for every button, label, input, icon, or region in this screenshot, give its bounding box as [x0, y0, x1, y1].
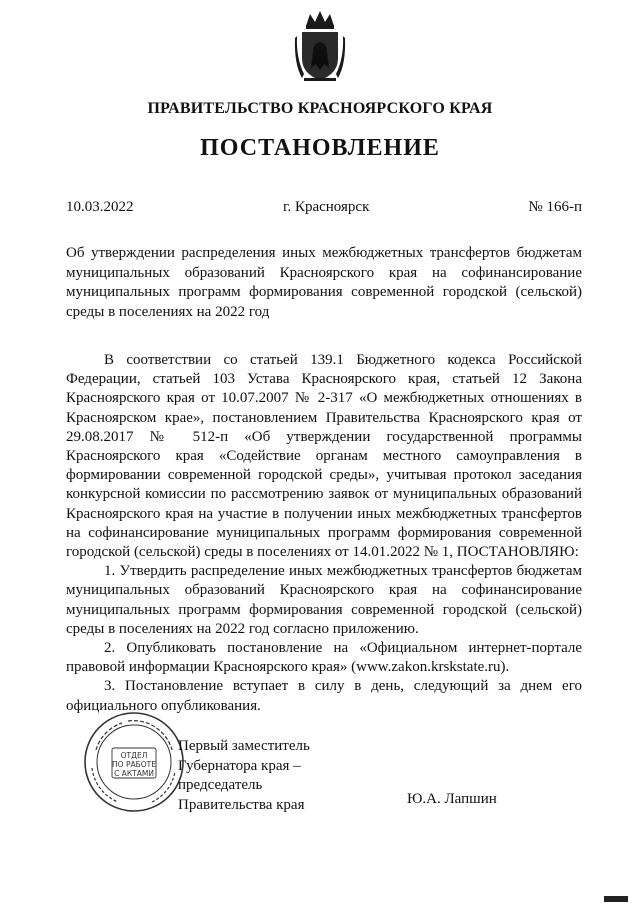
signature-line-1: Первый заместитель: [178, 738, 310, 754]
item-1-paragraph: 1. Утвердить распределение иных межбюджетных трансфертов бюджетам муниципальных образований Красноярского края на софинансирование муниципальных программ формирования современной городской (сельской) среды в поселениях на 2022 год согласно приложению.: [66, 563, 582, 637]
signature-line-4: Правительства края: [178, 796, 305, 813]
official-stamp: [82, 710, 186, 814]
signature-line-3: председатель: [178, 777, 263, 793]
scan-corner-mark: [604, 896, 628, 902]
coat-of-arms-icon: [294, 8, 346, 84]
document-type-title: ПОСТАНОВЛЕНИЕ: [200, 135, 440, 161]
signature-block: [178, 737, 310, 815]
stamp-line-2: ПО РАБОТЕ: [112, 760, 156, 769]
document-subject: Об утверждении распределения иных межбюджетных трансфертов бюджетам муниципальных образований Красноярского края на софинансирование муниципальных программ формирования современной городской (сельской) среды в поселениях на 2022 год: [66, 245, 582, 320]
stamp-line-1: ОТДЕЛ: [120, 751, 148, 760]
signature-line-2: Губернатора края –: [178, 757, 301, 774]
document-city: г. Красноярск: [283, 199, 370, 215]
document-date: 10.03.2022: [66, 199, 134, 215]
stamp-line-3: С АКТАМИ: [114, 769, 154, 778]
item-2-paragraph: 2. Опубликовать постановление на «Официальном интернет-портале правовой информации Красноярского края» (www.zakon.krskstate.ru).: [66, 640, 582, 676]
document-body: [66, 351, 582, 716]
preamble-paragraph: В соответствии со статьей 139.1 Бюджетного кодекса Российской Федерации, статьей 103 Устава Красноярского края, статьей 12 Закона Красноярского края от 10.07.2007 № 2-317 «О межбюджетных отношениях в Красноярском крае», постановлением Правительства Красноярского края от 29.08.2017 № 512-п «Об утверждении государственной программы Красноярского края «Содействие органам местного самоуправления в формировании современной городской среды», учитывая протокол заседания конкурсной комиссии по рассмотрению заявок от муниципальных образований Красноярского края на участие в получении иных межбюджетных трансфертов на софинансирование муниципальных программ формирования современной городской (сельской) среды в поселениях от 14.01.2022 № 1, ПОСТАНОВЛЯЮ:: [66, 352, 582, 561]
document-number: № 166-п: [528, 199, 582, 215]
signatory-name: Ю.А. Лапшин: [407, 791, 497, 807]
organization-title: ПРАВИТЕЛЬСТВО КРАСНОЯРСКОГО КРАЯ: [147, 100, 493, 117]
item-3-paragraph: 3. Постановление вступает в силу в день, следующий за днем его официального опубликования.: [66, 678, 582, 714]
